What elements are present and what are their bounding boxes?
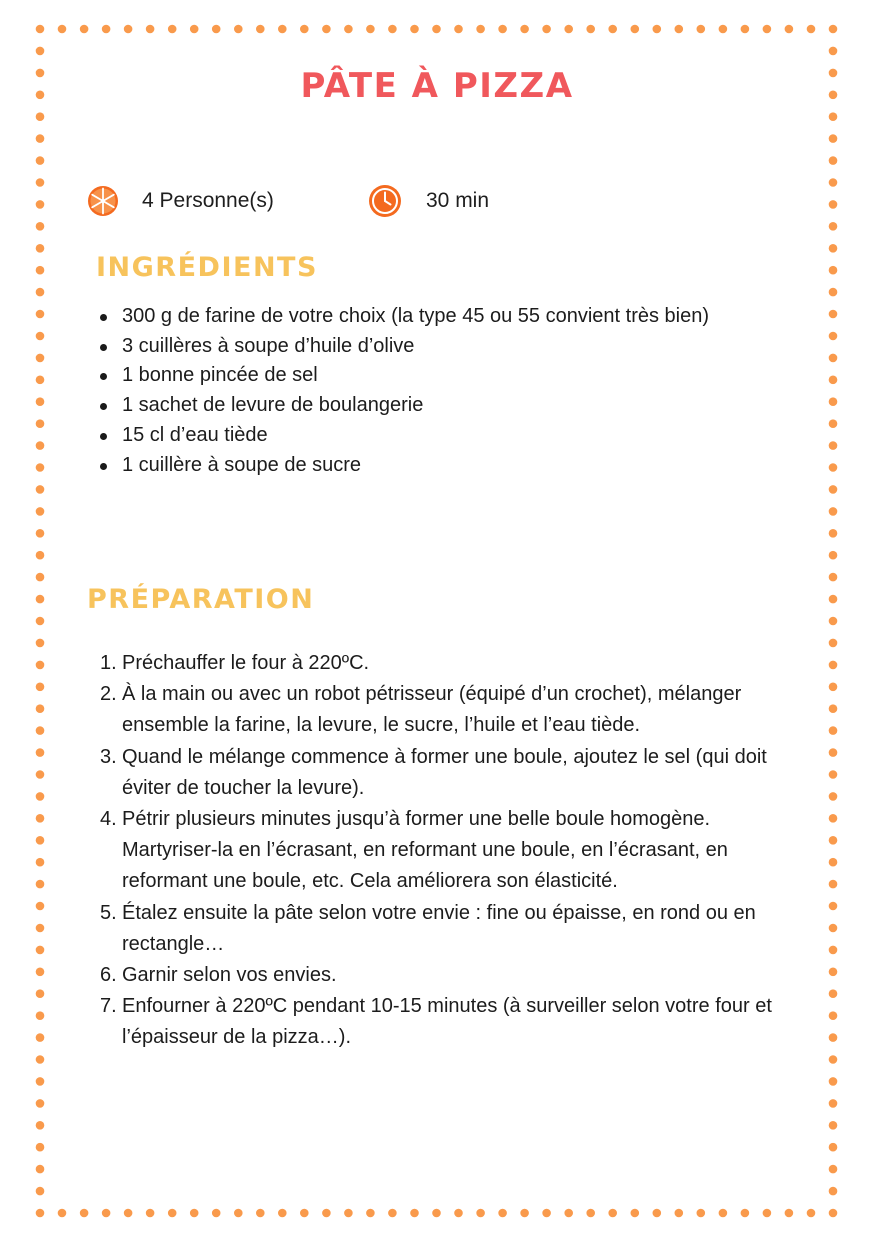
preparation-heading: PRÉPARATION — [87, 584, 315, 615]
step-text: Pétrir plusieurs minutes jusqu’à former une belle boule homogène. Martyriser-la en l’écrasant, en reformant une boule, en l’écrasant, en reformant une boule, etc. Cela améliorera son élasticité. — [122, 808, 728, 893]
step-number: 1. — [100, 652, 117, 674]
step-text: Enfourner à 220ºC pendant 10-15 minutes (à surveiller selon votre four et l’épaisseur de la pizza…). — [122, 995, 772, 1049]
step-item — [100, 991, 772, 1053]
ingredient-item: 1 cuillère à soupe de sucre — [122, 451, 772, 481]
servings-info — [86, 183, 274, 219]
ingredient-item: 1 sachet de levure de boulangerie — [122, 391, 772, 421]
time-text: 30 min — [426, 189, 490, 212]
ingredients-list — [122, 302, 772, 480]
ingredient-item: 300 g de farine de votre choix (la type 45 ou 55 convient très bien) — [122, 302, 772, 332]
step-item — [100, 804, 772, 898]
step-text: Garnir selon vos envies. — [122, 964, 337, 987]
step-item — [100, 898, 772, 960]
step-item — [100, 679, 772, 741]
step-item — [100, 648, 772, 679]
step-text: Préchauffer le four à 220ºC. — [122, 652, 370, 674]
step-number: 7. — [100, 995, 117, 1018]
orange-slice-icon — [86, 184, 120, 218]
servings-text: 4 Personne(s) — [142, 189, 274, 212]
step-number: 2. — [100, 683, 117, 706]
step-item — [100, 742, 772, 804]
page-title: PÂTE À PIZZA — [300, 66, 574, 106]
ingredient-item: 1 bonne pincée de sel — [122, 361, 772, 391]
step-number: 3. — [100, 745, 117, 768]
step-number: 6. — [100, 964, 117, 987]
ingredients-heading: INGRÉDIENTS — [96, 252, 318, 283]
preparation-steps — [100, 648, 772, 1054]
clock-icon — [368, 184, 402, 218]
ingredient-item: 15 cl d’eau tiède — [122, 421, 772, 451]
step-text: Quand le mélange commence à former une boule, ajoutez le sel (qui doit éviter de toucher la levure). — [122, 745, 767, 799]
ingredient-item: 3 cuillères à soupe d’huile d’olive — [122, 332, 772, 362]
time-info — [368, 183, 489, 219]
step-number: 5. — [100, 901, 117, 924]
step-text: À la main ou avec un robot pétrisseur (équipé d’un crochet), mélanger ensemble la farine, la levure, le sucre, l’huile et l’eau tiède. — [122, 683, 742, 737]
step-number: 4. — [100, 808, 117, 831]
step-item — [100, 960, 772, 991]
step-text: Étalez ensuite la pâte selon votre envie : fine ou épaisse, en rond ou en rectangle… — [122, 901, 756, 955]
